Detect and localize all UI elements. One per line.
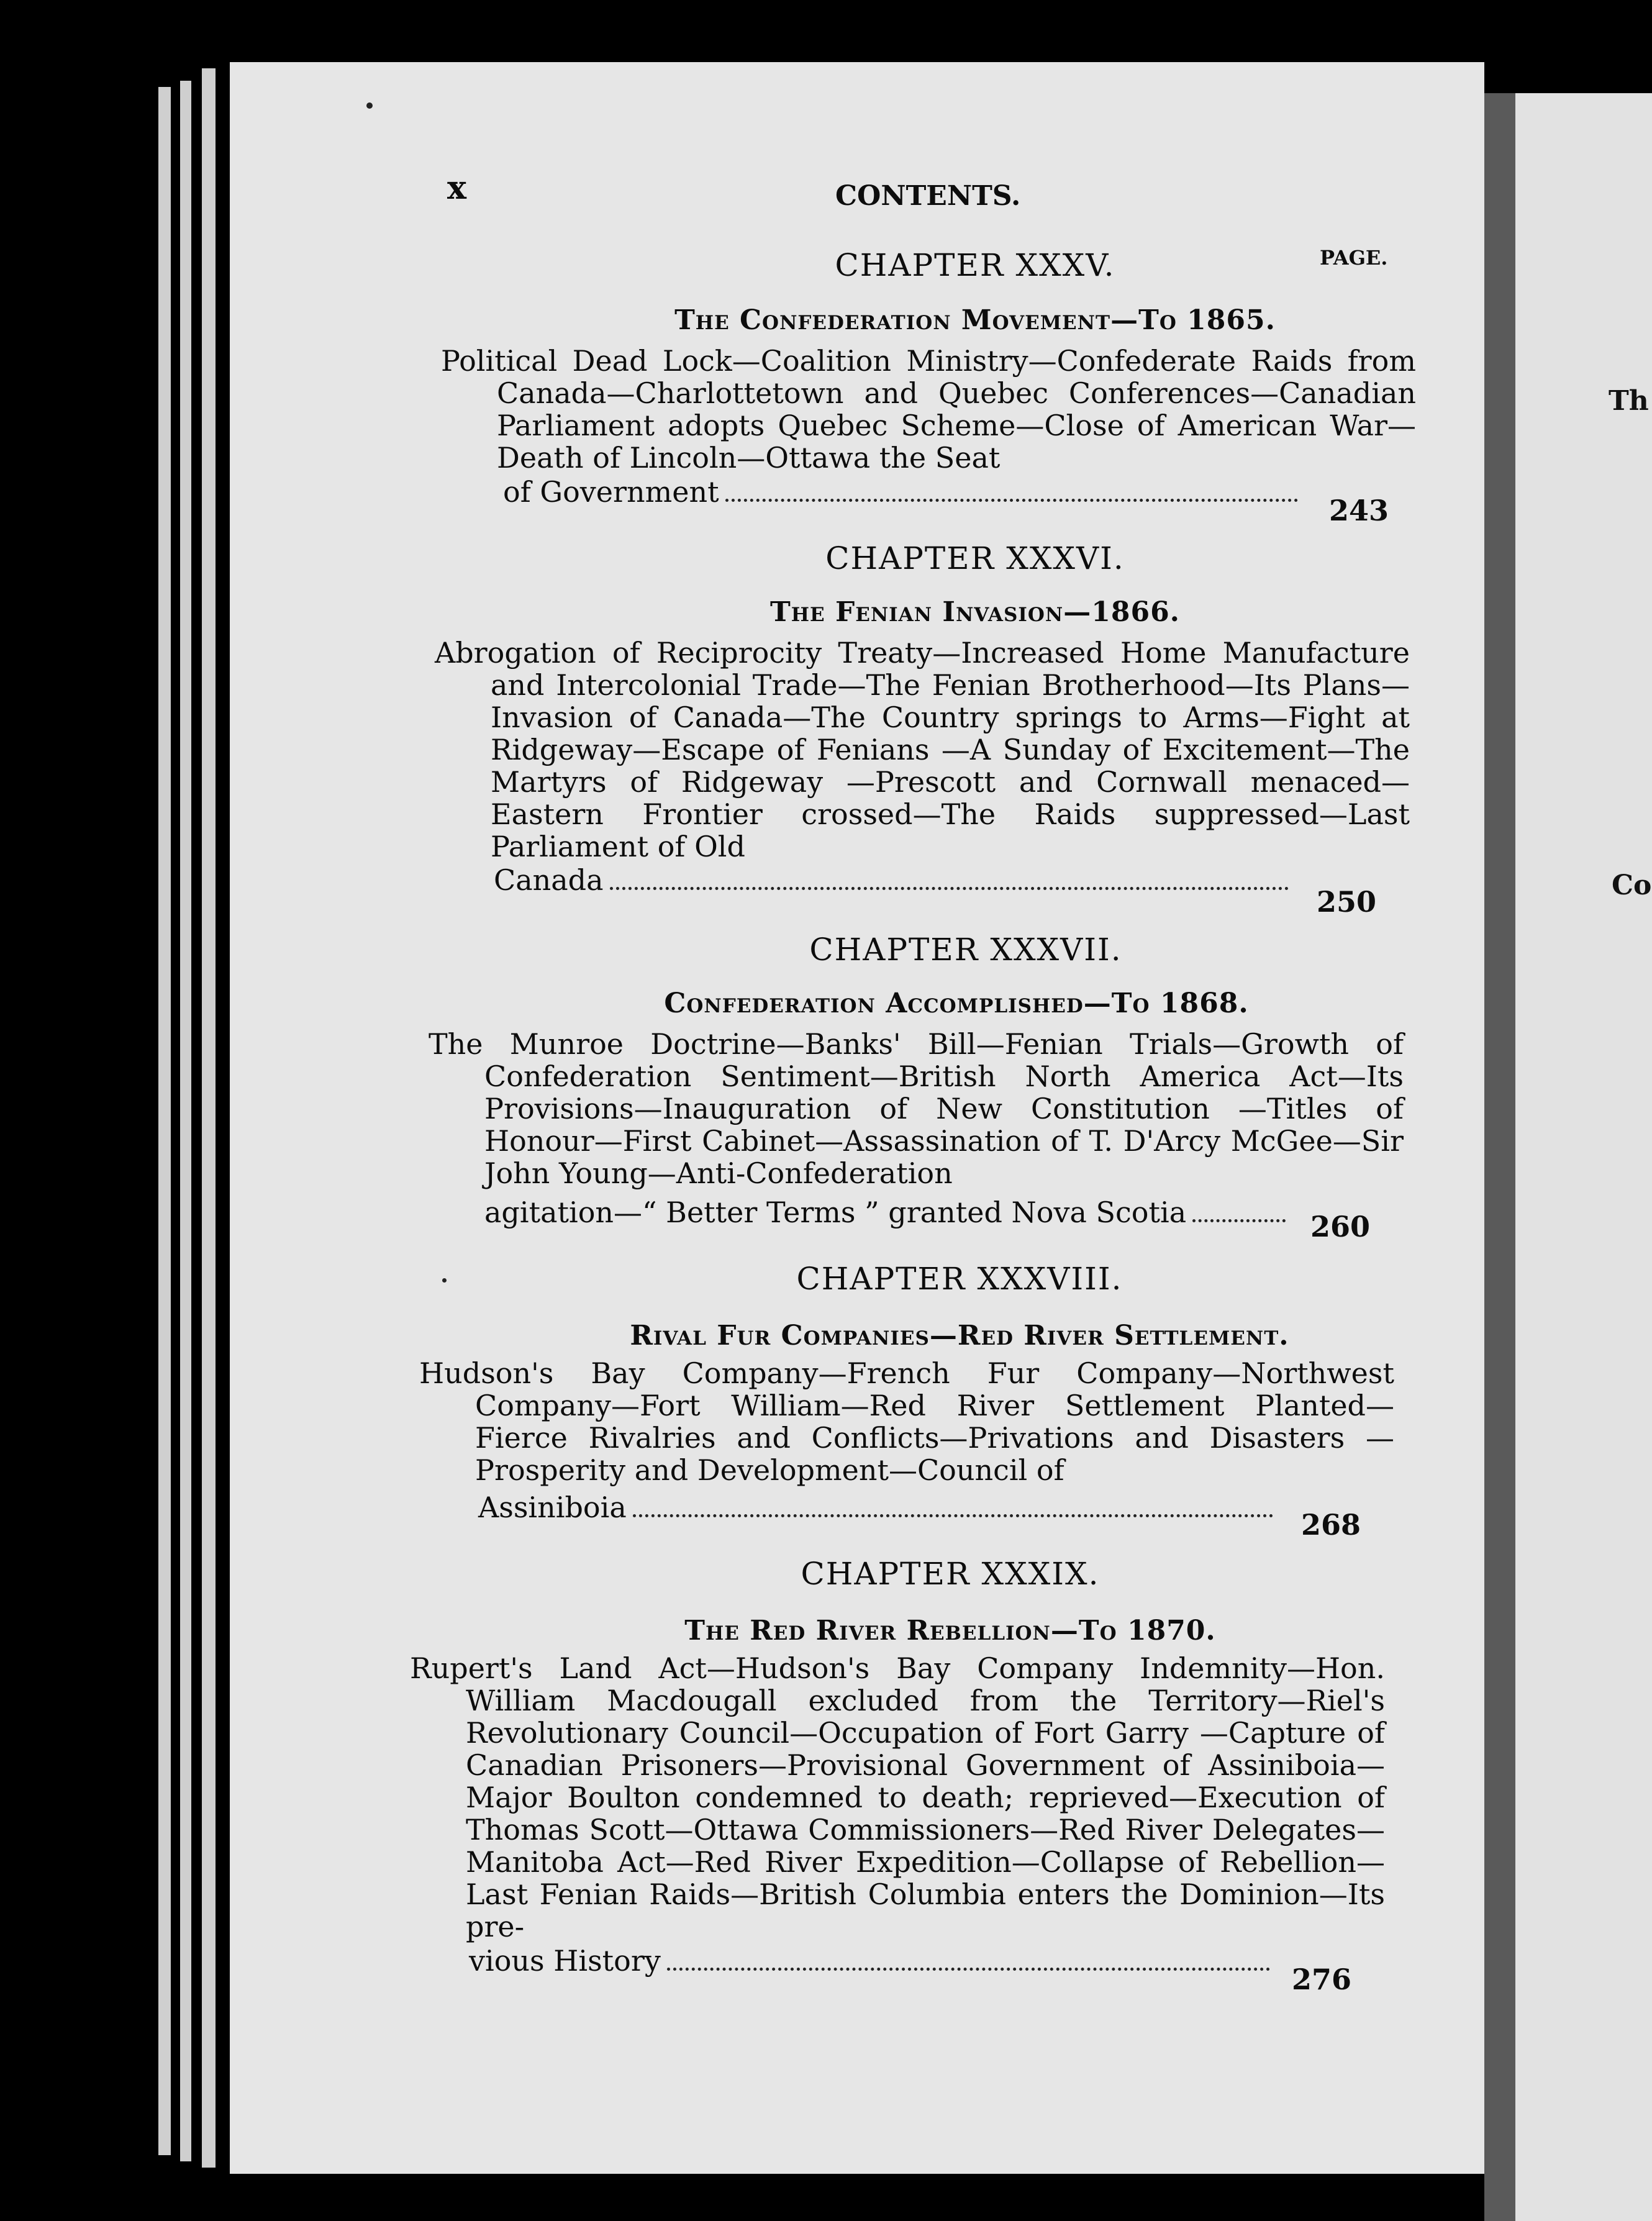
page-edge-2 [180, 81, 191, 2161]
chapter-synopsis: Hudson's Bay Company—French Fur Company—Northwest Company—Fort William—Red River Settlement Planted—Fierce Rivalries and Conflicts—Privations and Disasters — Prosperity and Development—Council of [419, 1356, 1394, 1487]
leader-dots [667, 1968, 1270, 1971]
chapter-synopsis-last-line [503, 475, 1304, 509]
chapter-synopsis: The Munroe Doctrine—Banks' Bill—Fenian Trials—Growth of Confederation Sentiment—British North America Act—Its Provisions—Inauguration of New Constitution —Titles of Honour—First Cabinet—Assassination of T. D'Arcy McGee—Sir John Young—Anti-Confederation [429, 1027, 1404, 1190]
running-title: CONTENTS. [835, 180, 1021, 212]
last-line-text: vious History [469, 1944, 661, 1978]
last-line-text: Canada [494, 863, 604, 897]
ink-speck [442, 1278, 447, 1283]
page-edge-3 [202, 68, 216, 2168]
chapter-synopsis: Abrogation of Reciprocity Treaty—Increased Home Manufacture and Intercolonial Trade—The Fenian Brotherhood—Its Plans—Invasion of Canada—The Country springs to Arms—Fight at Ridgeway—Escape of Fenians —A Sunday of Excitement—The Martyrs of Ridgeway —Prescott and Cornwall menaced—Eastern Frontier crossed—The Raids suppressed—Last Parliament of Old [435, 636, 1410, 863]
page-roman-numeral: x [447, 169, 467, 207]
last-line-text: Assiniboia [478, 1491, 627, 1524]
chapter-heading: CHAPTER XXXVIII. [796, 1261, 1123, 1297]
chapter-heading: CHAPTER XXXVI. [825, 540, 1125, 576]
chapter-synopsis-last-line [478, 1491, 1279, 1525]
last-line-text: of Government [503, 475, 719, 509]
page-number: 260 [1310, 1210, 1371, 1243]
facing-page-fragment: Co [1612, 870, 1652, 901]
leader-dots [633, 1514, 1273, 1517]
page-column-label: PAGE. [1320, 246, 1388, 270]
chapter-heading: CHAPTER XXXVII. [809, 932, 1122, 968]
page-number: 243 [1329, 494, 1389, 527]
page-number: 268 [1301, 1508, 1361, 1542]
chapter-synopsis-last-line [469, 1944, 1276, 1978]
chapter-synopsis: Political Dead Lock—Coalition Ministry—Confederate Raids from Canada—Charlottetown and Quebec Conferences—Canadian Parliament adopts Quebec Scheme—Close of American War—Death of Lincoln—Ottawa the Seat [441, 344, 1416, 475]
last-line-text: agitation—“ Better Terms ” granted Nova Scotia [484, 1196, 1187, 1229]
chapter-synopsis-last-line [494, 863, 1295, 897]
chapter-subtitle: Confederation Accomplished—To 1868. [664, 988, 1249, 1019]
leader-dots [725, 499, 1298, 502]
facing-page-fragment: Th [1609, 385, 1649, 417]
page-number: 250 [1317, 885, 1377, 919]
chapter-subtitle: The Confederation Movement—To 1865. [674, 304, 1276, 336]
leader-dots [610, 887, 1289, 890]
page-edge-1 [158, 87, 171, 2155]
chapter-heading: CHAPTER XXXV. [835, 247, 1115, 283]
page-number: 276 [1292, 1963, 1352, 1996]
chapter-synopsis-last-line [484, 1196, 1292, 1230]
chapter-subtitle: The Red River Rebellion—To 1870. [684, 1615, 1216, 1646]
chapter-synopsis: Rupert's Land Act—Hudson's Bay Company Indemnity—Hon. William Macdougall excluded from the Territory—Riel's Revolutionary Council—Occupation of Fort Garry —Capture of Canadian Prisoners—Provisional Government of Assiniboia—Major Boulton condemned to death; reprieved—Execution of Thomas Scott—Ottawa Commissioners—Red River Delegates—Manitoba Act—Red River Expedition—Collapse of Rebellion—Last Fenian Raids—British Columbia enters the Dominion—Its pre- [410, 1651, 1385, 1943]
chapter-subtitle: Rival Fur Companies—Red River Settlement. [630, 1320, 1289, 1351]
ink-speck [366, 102, 373, 109]
chapter-subtitle: The Fenian Invasion—1866. [769, 596, 1180, 628]
chapter-heading: CHAPTER XXXIX. [801, 1556, 1100, 1592]
leader-dots [1192, 1219, 1286, 1222]
